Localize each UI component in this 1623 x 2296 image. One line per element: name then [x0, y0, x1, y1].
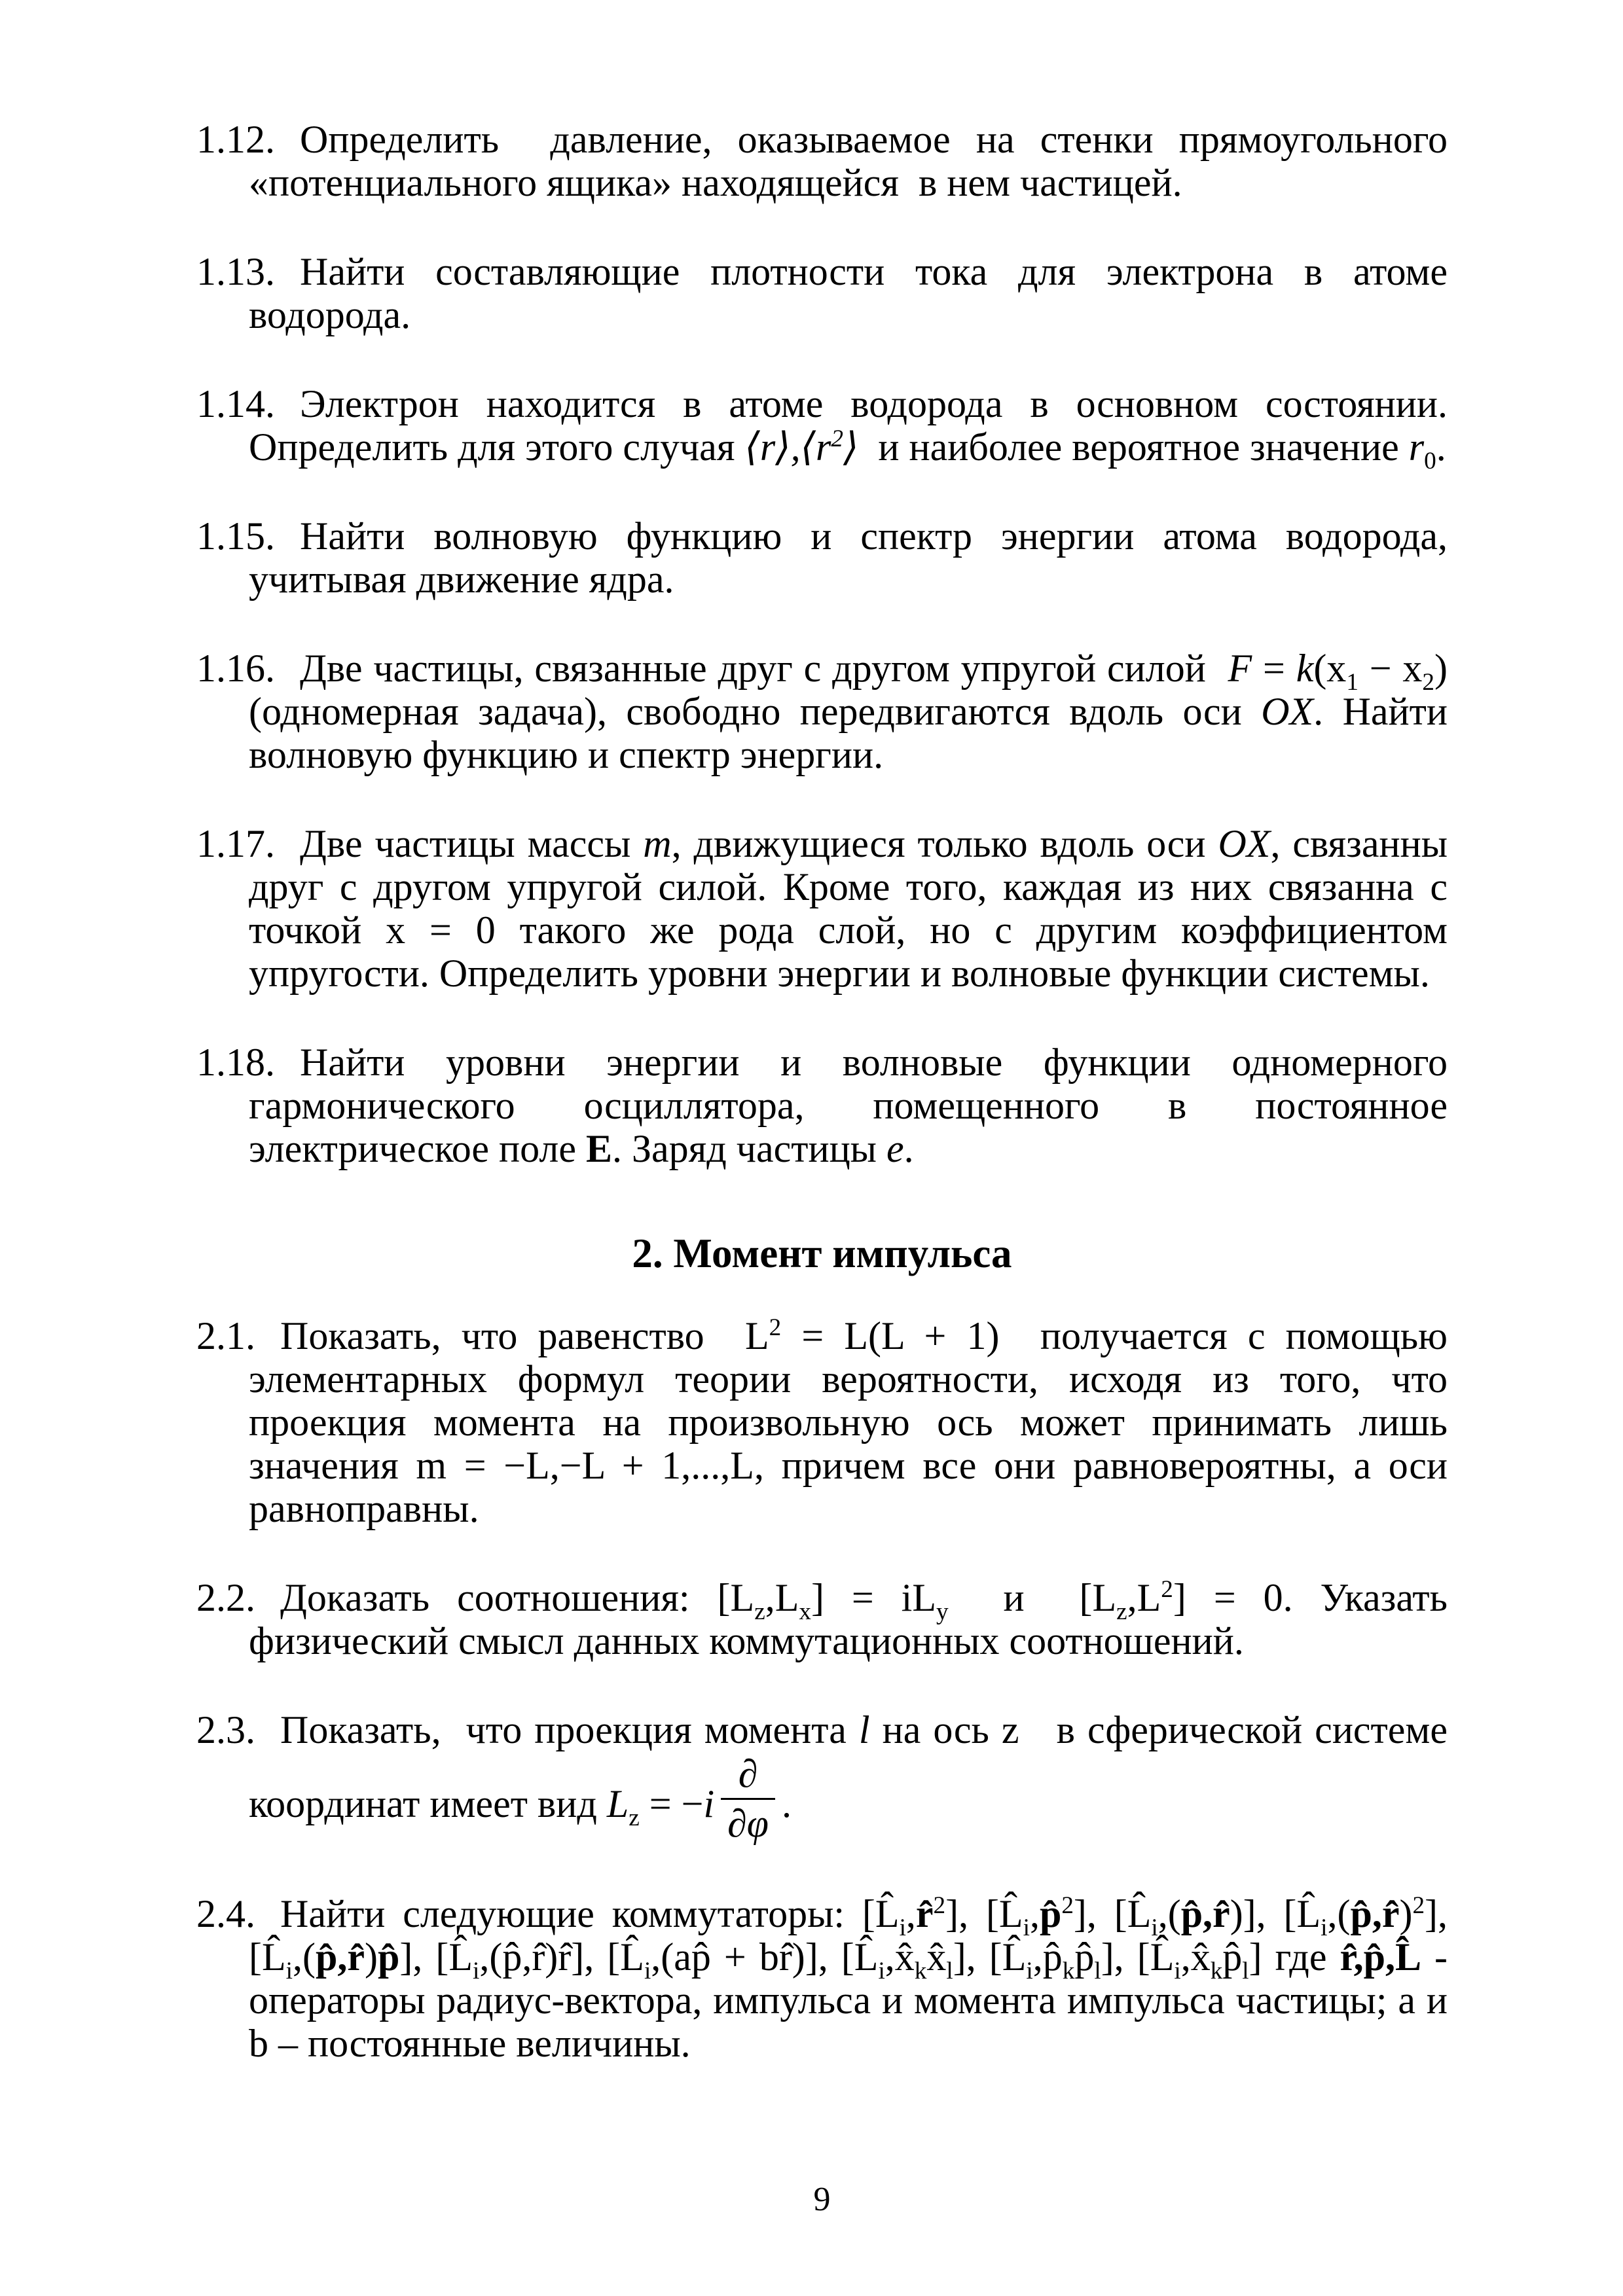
section-heading: 2. Момент импульса: [632, 1230, 1012, 1276]
problem-number: 2.2.: [196, 1576, 255, 1619]
problem-text: Доказать соотношения: $[L_z,L_x] = iL_y$ и $[L_z,L^2] = 0$. Указать физический смысл данных коммутационных соотношений.: [249, 1576, 1448, 1662]
problem-1-18: [196, 1041, 1448, 1170]
problem-text: Найти уровни энергии и волновые функции одномерного гармонического осциллятора, помещенного в постоянное электрическое поле E. Заряд частицы e.: [249, 1041, 1448, 1170]
problem-text: Две частицы, связанные друг с другом упругой силой $F = k(x_1 - x_2)$ (одномерная задача), свободно передвигаются вдоль оси OX. Найти волновую функцию и спектр энергии.: [249, 647, 1448, 776]
problem-1-17: [196, 822, 1448, 995]
problem-number: 1.14.: [196, 382, 275, 425]
problem-text: Найти следующие коммутаторы: $[L̂_i,r̂^2]$, $[L̂_i,p̂^2]$, $[L̂_i,(p̂,r̂)]$, $[L̂_i,(p̂,r̂)^2]$, $[L̂_i,(p̂,r̂)p̂]$, $[L̂_i,(p̂,r̂)r̂]$, [$L̂_i,(ap̂$ + br̂)], $[L̂_i,x̂_kx̂_l]$, $[L̂_i,p̂_kp̂_l]$, $[L̂_i,x̂_kp̂_l]$ где r̂,p̂,L̂ - операторы радиус-вектора, импульса и момента импульса частицы; а и b – постоянные величины.: [249, 1892, 1448, 2065]
problem-1-14: [196, 382, 1448, 475]
problem-number: 1.18.: [196, 1041, 275, 1084]
problem-1-16: [196, 647, 1448, 776]
problem-number: 1.12.: [196, 118, 275, 161]
problem-1-15: [196, 514, 1448, 601]
problem-text: Две частицы массы m, движущиеся только вдоль оси OX, связанны друг с другом упругой силой. Кроме того, каждая из них связанна с точкой x = 0 такого же рода слой, но с другим коэффициентом упругости. Определить уровни энергии и волновые функции системы.: [249, 822, 1448, 995]
problem-number: 2.4.: [196, 1892, 255, 1935]
problem-number: 2.1.: [196, 1314, 255, 1357]
problem-text: Найти составляющие плотности тока для электрона в атоме водорода.: [249, 250, 1448, 336]
problem-2-3: [196, 1708, 1448, 1846]
problem-number: 2.3.: [196, 1708, 255, 1751]
problem-text: Показать, что равенство $L^2 = L(L + 1)$ получается с помощью элементарных формул теории вероятности, исходя из того, что проекция момента на произвольную ось может принимать лишь значения m = −L,−L + 1,...,L, причем все они равновероятны, а оси равноправны.: [249, 1314, 1448, 1530]
page-number: 9: [813, 2181, 831, 2218]
problem-text: Найти волновую функцию и спектр энергии атома водорода, учитывая движение ядра.: [249, 514, 1448, 601]
problem-2-1: [196, 1314, 1448, 1530]
problem-text: Показать, что проекция момента l на ось z в сферической системе координат имеет вид $L_z = -i$ $\frac{\partial}{\partial\varphi}$ .: [249, 1708, 1448, 1845]
problem-1-12: [196, 118, 1448, 204]
problem-2-2: [196, 1576, 1448, 1662]
problem-2-4: [196, 1892, 1448, 2065]
problem-number: 1.16.: [196, 647, 275, 690]
problem-number: 1.15.: [196, 514, 275, 558]
problem-text: Электрон находится в атоме водорода в основном состоянии. Определить для этого случая $⟨r⟩,⟨r^2⟩$ и наиболее вероятное значение $r_0$.: [249, 382, 1448, 475]
problem-text: Определить давление, оказываемое на стенки прямоугольного «потенциального ящика» находящейся в нем частицей.: [249, 118, 1448, 204]
problem-number: 1.17.: [196, 822, 275, 865]
problem-number: 1.13.: [196, 250, 275, 293]
problem-1-13: [196, 250, 1448, 336]
